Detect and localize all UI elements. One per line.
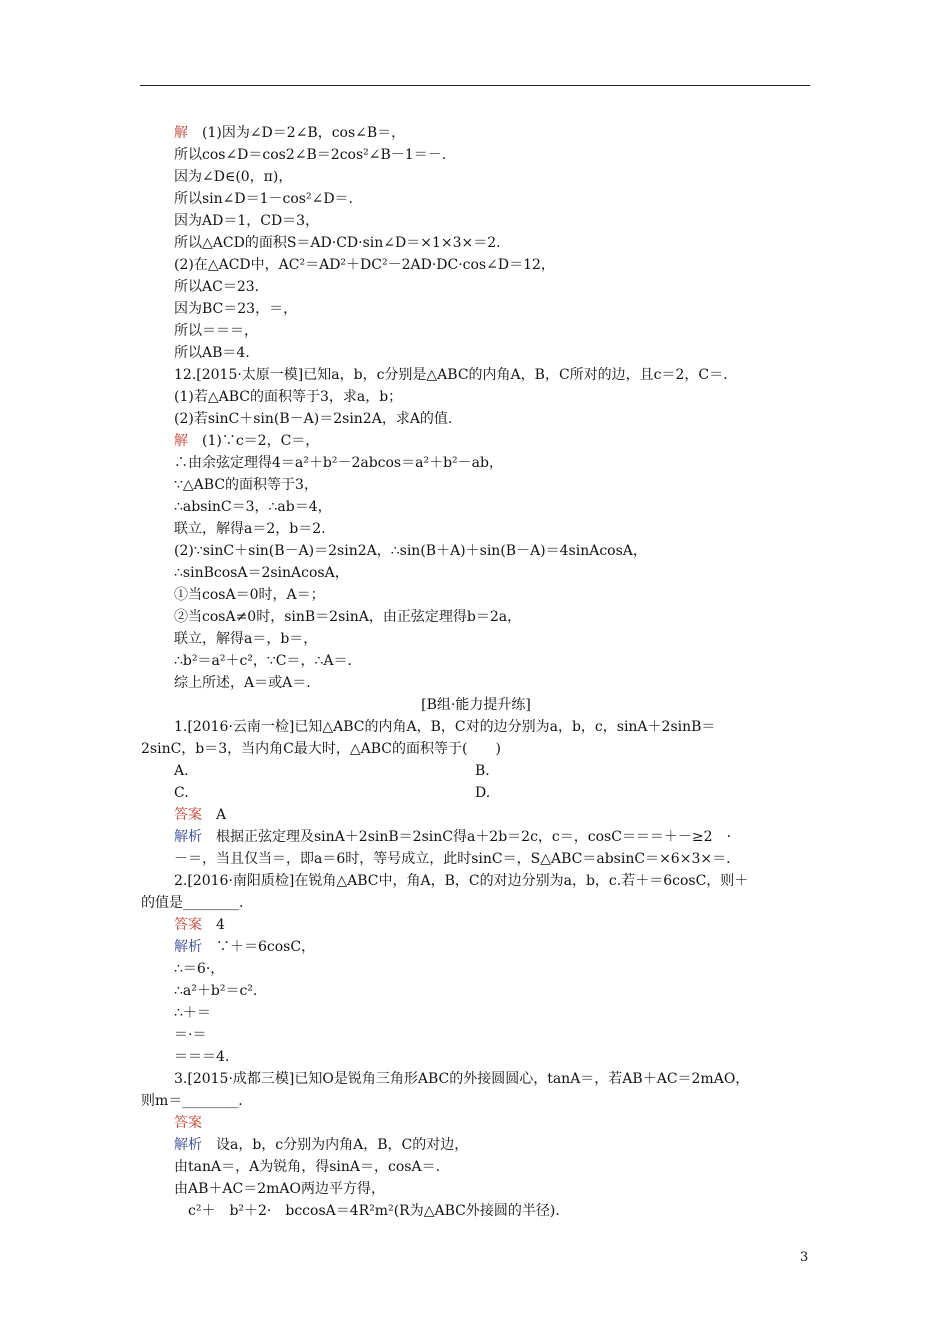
line-text: ∴＋＝ [174, 1005, 211, 1021]
answer-option: B. [475, 763, 490, 779]
text-line [141, 1024, 811, 1046]
text-line [141, 298, 811, 320]
text-line [141, 188, 811, 210]
text-line [141, 1090, 811, 1112]
line-text: ＝·＝ [174, 1027, 207, 1043]
section-label: 解析 [174, 939, 202, 955]
text-line [141, 1046, 811, 1068]
text-line [141, 650, 811, 672]
text-line [141, 1134, 811, 1156]
text-line [141, 716, 811, 738]
line-text: 1.[2016·云南一检]已知△ABC的内角A，B，C对的边分别为a，b，c，sinA＋2sinB＝ [174, 719, 716, 735]
text-line [141, 210, 811, 232]
text-line [141, 166, 811, 188]
text-line [141, 848, 811, 870]
line-text: 因为BC＝23，＝， [174, 301, 298, 317]
text-line [141, 760, 811, 782]
line-text: 因为AD＝1，CD＝3， [174, 213, 320, 229]
text-line [141, 1156, 811, 1178]
answer-option: C. [174, 785, 189, 801]
text-line [141, 1178, 811, 1200]
line-text: 所以cos∠D＝cos2∠B＝2cos²∠B－1＝－. [174, 147, 447, 163]
text-line [141, 1112, 811, 1134]
line-text: 3.[2015·成都三模]已知O是锐角三角形ABC的外接圆圆心，tanA＝，若AB＋AC＝2mAO， [174, 1071, 750, 1087]
line-text: 联立，解得a＝2，b＝2. [174, 521, 326, 537]
line-text: ∴absinC＝3，∴ab＝4， [174, 499, 332, 515]
section-label: 解 [174, 125, 188, 141]
text-line [141, 122, 811, 144]
line-text: 2.[2016·南阳质检]在锐角△ABC中，角A，B，C的对边分别为a，b，c.若＋＝6cosC，则＋ [174, 873, 749, 889]
line-text: ①当cosA＝0时，A＝； [174, 587, 325, 603]
line-text: (1)因为∠D＝2∠B，cos∠B＝， [188, 125, 406, 141]
text-line [141, 342, 811, 364]
line-text: ∴＝6·， [174, 961, 225, 977]
section-label: 解 [174, 433, 188, 449]
text-line [141, 826, 811, 848]
line-text: 所以sin∠D＝1－cos²∠D＝. [174, 191, 354, 207]
text-line [141, 474, 811, 496]
line-text: 2sinC，b＝3，当内角C最大时，△ABC的面积等于( ) [141, 741, 501, 757]
line-text: (1)若△ABC的面积等于3，求a，b； [174, 389, 403, 405]
text-line [141, 276, 811, 298]
line-text: ∴a²＋b²＝c². [174, 983, 258, 999]
text-line [141, 1002, 811, 1024]
text-line [141, 430, 811, 452]
line-text: ②当cosA≠0时，sinB＝2sinA，由正弦定理得b＝2a， [174, 609, 522, 625]
line-text: 设a，b，c分别为内角A，B，C的对边， [202, 1137, 469, 1153]
text-line [141, 870, 811, 892]
text-line [141, 936, 811, 958]
page-number: 3 [800, 1250, 809, 1265]
text-line [141, 452, 811, 474]
text-line [141, 980, 811, 1002]
line-text: 的值是________. [141, 895, 244, 911]
line-text: (2)∵sinC＋sin(B－A)＝2sin2A，∴sin(B＋A)＋sin(B－A)＝4sinAcosA， [174, 543, 647, 559]
section-label: 解析 [174, 829, 202, 845]
line-text: ∴b²＝a²＋c²，∵C＝，∴A＝. [174, 653, 352, 669]
text-line [141, 320, 811, 342]
line-text: 因为∠D∈(0，π)， [174, 169, 293, 185]
text-line [141, 672, 811, 694]
section-label: 答案 [174, 807, 202, 823]
section-label: 解析 [174, 1137, 202, 1153]
answer-option: D. [475, 785, 491, 801]
line-text: 由AB＋AC＝2mAO两边平方得， [174, 1181, 385, 1197]
line-text: 由tanA＝，A为锐角，得sinA＝，cosA＝. [174, 1159, 441, 1175]
section-label: 答案 [174, 1115, 202, 1131]
text-line [141, 232, 811, 254]
line-text: 根据正弦定理及sinA＋2sinB＝2sinC得a＋2b＝2c，c＝，cosC＝＝＝＋－≥2 · [202, 829, 732, 845]
text-line [141, 584, 811, 606]
text-line [141, 1200, 811, 1222]
line-text: c²＋ b²＋2· bccosA＝4R²m²(R为△ABC外接圆的半径). [174, 1203, 560, 1219]
text-line [141, 892, 811, 914]
line-text: －＝，当且仅当＝，即a＝6时，等号成立，此时sinC＝，S△ABC＝absinC＝×6×3×＝. [174, 851, 731, 867]
text-line [141, 958, 811, 980]
text-line [141, 408, 811, 430]
section-label: 答案 [174, 917, 202, 933]
line-text: ∵＋＝6cosC， [202, 939, 316, 955]
line-text: A [202, 807, 227, 823]
text-line [141, 738, 811, 760]
text-line [141, 694, 811, 716]
text-line [141, 628, 811, 650]
line-text: (2)若sinC＋sin(B－A)＝2sin2A，求A的值. [174, 411, 453, 427]
text-line [141, 804, 811, 826]
header-rule [140, 85, 810, 86]
line-text: 4 [202, 917, 225, 933]
line-text: 联立，解得a＝，b＝， [174, 631, 318, 647]
text-line [141, 496, 811, 518]
line-text: 所以△ACD的面积S＝AD·CD·sin∠D＝×1×3×＝2. [174, 235, 501, 251]
line-text: (2)在△ACD中，AC²＝AD²＋DC²－2AD·DC·cos∠D＝12， [174, 257, 555, 273]
document-body [141, 122, 811, 1222]
line-text: 所以AB＝4. [174, 345, 250, 361]
line-text: (1)∵c＝2，C＝， [188, 433, 320, 449]
text-line [141, 364, 811, 386]
text-line [141, 540, 811, 562]
text-line [141, 562, 811, 584]
text-line [141, 606, 811, 628]
line-text: 所以AC＝23. [174, 279, 260, 295]
line-text: [B组·能力提升练] [421, 697, 531, 713]
text-line [141, 782, 811, 804]
text-line [141, 914, 811, 936]
text-line [141, 254, 811, 276]
line-text: 综上所述，A＝或A＝. [174, 675, 311, 691]
line-text: 所以＝＝＝， [174, 323, 258, 339]
line-text: 12.[2015·太原一模]已知a，b，c分别是△ABC的内角A，B，C所对的边，且c＝2，C＝. [174, 367, 728, 383]
line-text: 则m＝________. [141, 1093, 243, 1109]
line-text: ∴由余弦定理得4＝a²＋b²－2abcos＝a²＋b²－ab， [174, 455, 503, 471]
text-line [141, 518, 811, 540]
line-text: ＝＝＝4. [174, 1049, 230, 1065]
text-line [141, 144, 811, 166]
answer-option: A. [174, 763, 189, 779]
text-line [141, 1068, 811, 1090]
line-text: ∴sinBcosA＝2sinAcosA， [174, 565, 349, 581]
text-line [141, 386, 811, 408]
line-text: ∵△ABC的面积等于3， [174, 477, 318, 493]
